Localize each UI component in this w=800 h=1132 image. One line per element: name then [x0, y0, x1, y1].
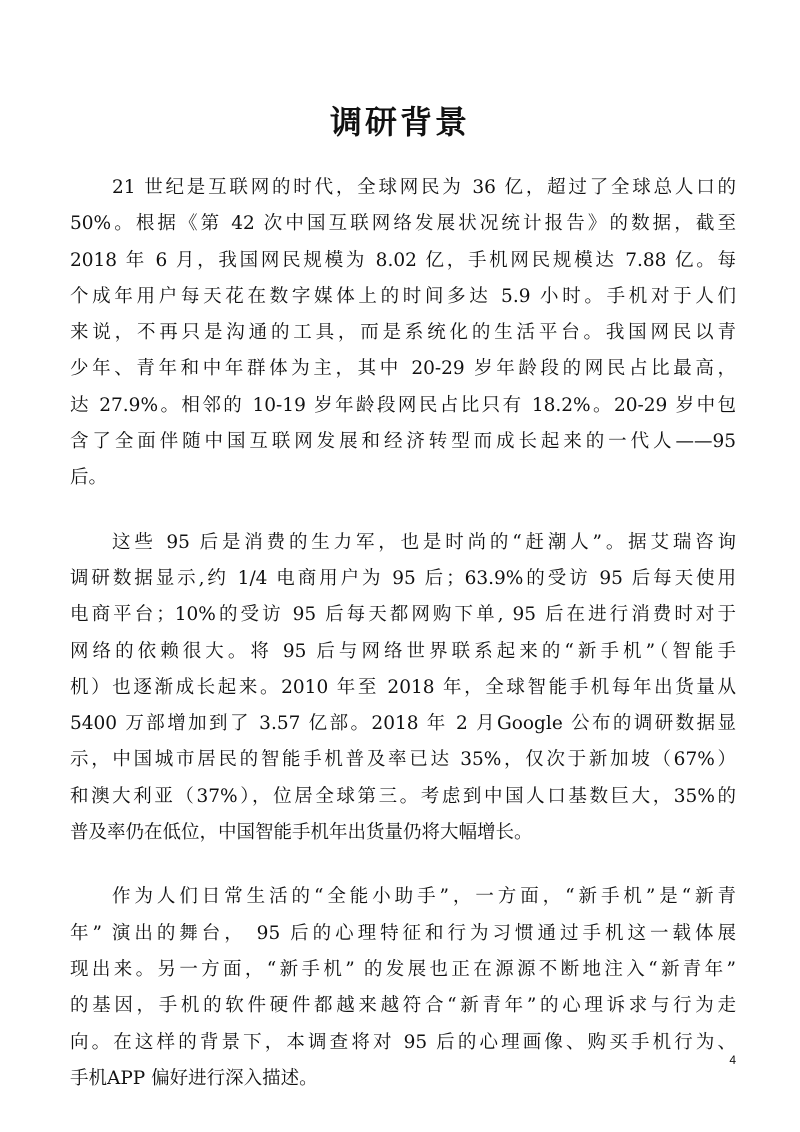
paragraph-line: 5400 万部增加到了 3.57 亿部。2018 年 2 月Google 公布的调研数据显 — [70, 713, 736, 735]
page-title: 调研背景 — [329, 103, 470, 141]
paragraph-line: 年” 演出的舞台， 95 后的心理特征和行为习惯通过手机这一载体展 — [70, 922, 736, 944]
paragraph-line: 电商平台；10%的受访 95 后每天都网购下单, 95 后在进行消费时对于 — [70, 604, 736, 626]
paragraph-line: 含了全面伴随中国互联网发展和经济转型而成长起来的一代人——95 — [70, 431, 736, 453]
paragraph-line: 个成年用户每天花在数字媒体上的时间多达 5.9 小时。手机对于人们 — [70, 285, 736, 307]
paragraph-line: 和澳大利亚（37%），位居全球第三。考虑到中国人口基数巨大，35%的 — [70, 785, 736, 807]
paragraph-line: 示，中国城市居民的智能手机普及率已达 35%，仅次于新加坡（67%） — [70, 749, 736, 771]
paragraph-line: 后。 — [70, 467, 108, 489]
paragraph-line: 的基因，手机的软件硬件都越来越符合“新青年”的心理诉求与行为走 — [70, 995, 736, 1017]
paragraph-line: 作为人们日常生活的“全能小助手”，一方面，“新手机”是“新青 — [112, 886, 736, 908]
paragraph-2 — [70, 525, 736, 852]
paragraph-1 — [70, 170, 736, 497]
page-number: 4 — [729, 1053, 736, 1067]
document-body — [70, 170, 736, 1125]
paragraph-line: 机）也逐渐成长起来。2010 年至 2018 年，全球智能手机每年出货量从 — [70, 676, 736, 698]
paragraph-line: 调研数据显示,约 1/4 电商用户为 95 后；63.9%的受访 95 后每天使用 — [70, 567, 736, 589]
paragraph-line: 向。在这样的背景下，本调查将对 95 后的心理画像、购买手机行为、 — [70, 1031, 736, 1053]
paragraph-line: 2018 年 6 月，我国网民规模为 8.02 亿，手机网民规模达 7.88 亿。每 — [70, 249, 736, 271]
paragraph-line: 手机APP 偏好进行深入描述。 — [70, 1067, 318, 1089]
paragraph-line: 来说，不再只是沟通的工具，而是系统化的生活平台。我国网民以青 — [70, 322, 736, 344]
paragraph-line: 这些 95 后是消费的生力军，也是时尚的“赶潮人”。据艾瑞咨询 — [112, 531, 736, 553]
paragraph-line: 50%。根据《第 42 次中国互联网络发展状况统计报告》的数据，截至 — [70, 213, 736, 235]
paragraph-line: 网络的依赖很大。将 95 后与网络世界联系起来的“新手机”（智能手 — [70, 640, 736, 662]
paragraph-line: 21 世纪是互联网的时代，全球网民为 36 亿，超过了全球总人口的 — [112, 177, 736, 198]
paragraph-line: 普及率仍在低位，中国智能手机年出货量仍将大幅增长。 — [70, 822, 533, 844]
paragraph-3 — [70, 879, 736, 1097]
paragraph-line: 现出来。另一方面，“新手机” 的发展也正在源源不断地注入“新青年” — [70, 958, 736, 980]
paragraph-line: 少年、青年和中年群体为主，其中 20-29 岁年龄段的网民占比最高， — [70, 358, 736, 380]
paragraph-line: 达 27.9%。相邻的 10-19 岁年龄段网民占比只有 18.2%。20-29 岁中包 — [70, 394, 736, 416]
